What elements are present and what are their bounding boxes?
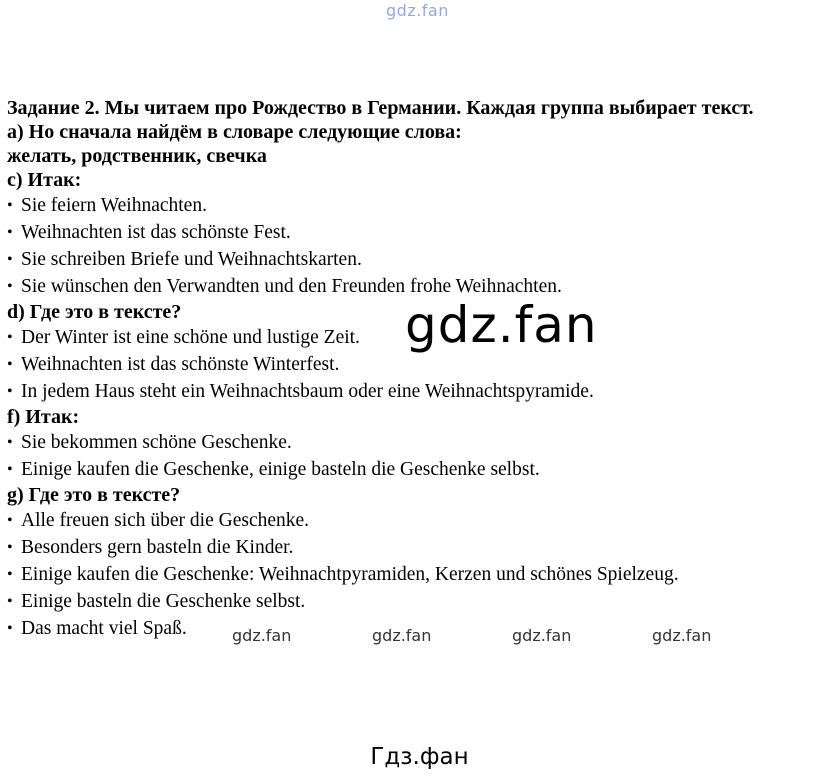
- list-item-text: Alle freuen sich über die Geschenke.: [21, 510, 310, 531]
- list-item: [7, 351, 839, 378]
- bullet-icon: •: [7, 197, 13, 214]
- list-item-text: Sie wünschen den Verwandten und den Freunden frohe Weihnachten.: [21, 276, 562, 297]
- watermark-bottom: Гдз.фан: [370, 744, 469, 770]
- bullet-icon: •: [7, 329, 13, 346]
- bullet-icon: •: [7, 539, 13, 556]
- section-f-heading: f) Итак:: [7, 406, 80, 428]
- list-item: [7, 534, 839, 561]
- list-item-text: Einige kaufen die Geschenke, einige basteln die Geschenke selbst.: [21, 459, 540, 480]
- section-a-heading: а) Но сначала найдём в словаре следующие слова:: [7, 121, 462, 143]
- list-item-text: Sie feiern Weihnachten.: [21, 195, 207, 216]
- list-item-text: Sie bekommen schöne Geschenke.: [21, 432, 292, 453]
- section-d-heading: d) Где это в тексте?: [7, 301, 182, 323]
- bullet-icon: •: [7, 461, 13, 478]
- bullet-icon: •: [7, 566, 13, 583]
- bullet-icon: •: [7, 593, 13, 610]
- bullet-icon: •: [7, 512, 13, 529]
- list-item: [7, 378, 839, 405]
- list-item-text: Das macht viel Spaß.: [21, 618, 187, 639]
- watermark-inline: gdz.fan: [512, 626, 572, 645]
- list-item-text: Der Winter ist eine schöne und lustige Zeit.: [21, 327, 360, 348]
- task-title: Задание 2. Мы читаем про Рождество в Германии. Каждая группа выбирает текст.: [7, 97, 754, 119]
- bullet-icon: •: [7, 383, 13, 400]
- bullet-icon: •: [7, 434, 13, 451]
- bullet-icon: •: [7, 356, 13, 373]
- watermark-top: gdz.fan: [386, 1, 449, 20]
- watermark-inline: gdz.fan: [652, 626, 712, 645]
- list-item-text: In jedem Haus steht ein Weihnachtsbaum oder eine Weihnachtspyramide.: [21, 381, 594, 402]
- watermark-inline: gdz.fan: [232, 626, 292, 645]
- list-item-text: Weihnachten ist das schönste Winterfest.: [21, 354, 340, 375]
- list-item-text: Einige basteln die Geschenke selbst.: [21, 591, 306, 612]
- list-item: [7, 246, 839, 273]
- list-item: [7, 588, 839, 615]
- list-item-text: Einige kaufen die Geschenke: Weihnachtpyramiden, Kerzen und schönes Spielzeug.: [21, 564, 679, 585]
- section-c-heading: с) Итак:: [7, 169, 82, 191]
- section-a-words: желать, родственник, свечка: [7, 145, 267, 167]
- list-item-text: Sie schreiben Briefe und Weihnachtskarten.: [21, 249, 362, 270]
- list-item: [7, 192, 839, 219]
- watermark-center: gdz.fan: [405, 296, 598, 354]
- bullet-icon: •: [7, 620, 13, 637]
- list-item: [7, 507, 839, 534]
- list-item: [7, 456, 839, 483]
- list-item: [7, 561, 839, 588]
- bullet-icon: •: [7, 224, 13, 241]
- watermark-inline: gdz.fan: [372, 626, 432, 645]
- list-item-text: Besonders gern basteln die Kinder.: [21, 537, 294, 558]
- list-item: [7, 219, 839, 246]
- bullet-icon: •: [7, 278, 13, 295]
- list-item-text: Weihnachten ist das schönste Fest.: [21, 222, 291, 243]
- section-g-heading: g) Где это в тексте?: [7, 484, 181, 506]
- task-document: [7, 96, 839, 642]
- list-item: [7, 429, 839, 456]
- bullet-icon: •: [7, 251, 13, 268]
